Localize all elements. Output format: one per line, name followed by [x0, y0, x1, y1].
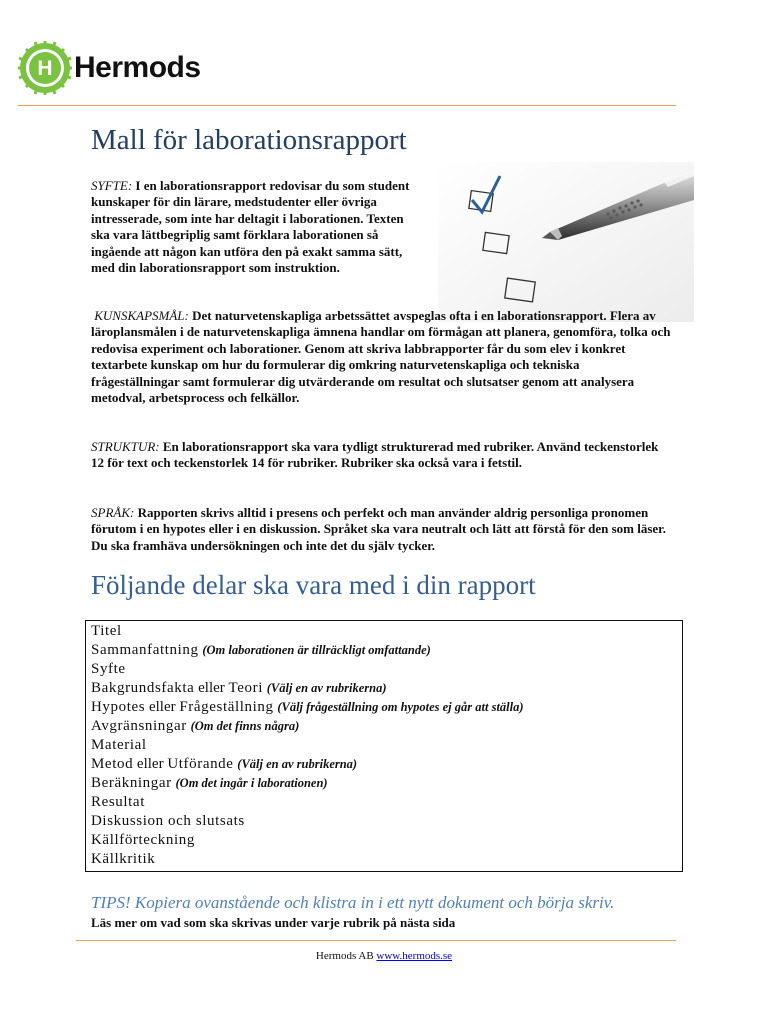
part-item-titel: Titel — [91, 623, 122, 639]
logo-h-badge-icon — [18, 41, 72, 95]
part-item-diskussion: Diskussion och slutsats — [91, 813, 245, 829]
tips-text: TIPS! Kopiera ovanstående och klistra in i ett nytt dokument och börja skriv. — [91, 893, 615, 912]
part-note: (Om det ingår i laborationen) — [175, 776, 328, 790]
section-text: Rapporten skrivs alltid i presens och perfekt och man använder aldrig personliga pronomen förutom i en hypotes eller i en diskussion. Språket ska vara neutralt och lätt att förstå för den som läser. Du ska framhäva undersökningen och inte det du själv tycker. — [91, 505, 667, 553]
logo-letter: H — [37, 57, 53, 80]
part-note: (Om laborationen är tillräckligt omfattande) — [202, 643, 431, 657]
part-item-sammanfattning: Sammanfattning (Om laborationen är tillräckligt omfattande) — [91, 642, 431, 658]
hermods-logo — [18, 40, 201, 96]
part-item-kallforteckning: Källförteckning — [91, 832, 195, 848]
parts-box — [85, 620, 683, 872]
part-item-bakgrundsfakta: Bakgrundsfakta eller Teori (Välj en av rubrikerna) — [91, 680, 387, 696]
part-item-material: Material — [91, 737, 147, 753]
section-kunskapsmal — [91, 308, 671, 406]
logo-wordmark: Hermods — [74, 51, 201, 84]
read-more-text: Läs mer om vad som ska skrivas under varje rubrik på nästa sida — [91, 915, 456, 930]
parts-heading: Följande delar ska vara med i din rapport — [91, 570, 536, 600]
part-item-kallkritik: Källkritik — [91, 851, 156, 867]
part-item-berakningar: Beräkningar (Om det ingår i laborationen) — [91, 775, 328, 791]
part-item-avgransningar: Avgränsningar (Om det finns några) — [91, 718, 300, 734]
footer — [0, 950, 768, 962]
header-divider — [18, 105, 676, 106]
section-label: STRUKTUR: — [91, 439, 160, 454]
part-note: (Välj en av rubrikerna) — [266, 681, 387, 695]
checklist-pen-illustration — [438, 162, 694, 322]
section-struktur — [91, 439, 671, 472]
part-note: (Välj en av rubrikerna) — [237, 757, 358, 771]
part-note: (Om det finns några) — [190, 719, 300, 733]
section-sprak — [91, 505, 681, 554]
part-item-metod: Metod eller Utförande (Välj en av rubrikerna) — [91, 756, 358, 772]
section-text: En laborationsrapport ska vara tydligt strukturerad med rubriker. Använd teckenstorlek 12 för text och teckenstorlek 14 för rubriker. Rubriker ska också vara i fetstil. — [91, 439, 659, 471]
footer-divider — [76, 940, 676, 941]
part-note: (Välj frågeställning om hypotes ej går att ställa) — [277, 700, 524, 714]
section-label: KUNSKAPSMÅL: — [94, 308, 189, 323]
part-item-resultat: Resultat — [91, 794, 145, 810]
document-title: Mall för laborationsrapport — [91, 124, 407, 156]
footer-company: Hermods AB — [315, 950, 374, 962]
section-text: Det naturvetenskapliga arbetssättet avspeglas ofta i en laborationsrapport. Flera av läroplansmålen i de naturvetenskapliga ämnena handlar om förmågan att planera, genomföra, tolka och redovisa experiment och laborationer. Genom att skriva labbrapporter får du som elev i konkret textarbete kunskap om hur du formulerar dig omkring naturvetenskapliga och tekniska frågeställningar samt formulerar dig utvärderande om resultat och slutsatser genom att analysera metodval, arbetsprocess och felkällor. — [91, 308, 671, 406]
footer-website-link[interactable]: www.hermods.se — [376, 950, 453, 962]
section-label: SYFTE: — [91, 178, 133, 193]
part-item-syfte: Syfte — [91, 661, 126, 677]
section-syfte — [91, 178, 421, 276]
section-text: I en laborationsrapport redovisar du som student kunskaper för din lärare, medstudenter eller övriga intresserade, som inte har deltagit i laborationen. Texten ska vara lättbegriplig samt förklara laborationen så ingående att någon kan utföra den på exakt samma sätt, med din laborationsrapport som instruktion. — [91, 178, 410, 276]
section-label: SPRÅK: — [91, 505, 135, 520]
part-item-hypotes: Hypotes eller Frågeställning (Välj frågeställning om hypotes ej går att ställa) — [91, 699, 524, 715]
